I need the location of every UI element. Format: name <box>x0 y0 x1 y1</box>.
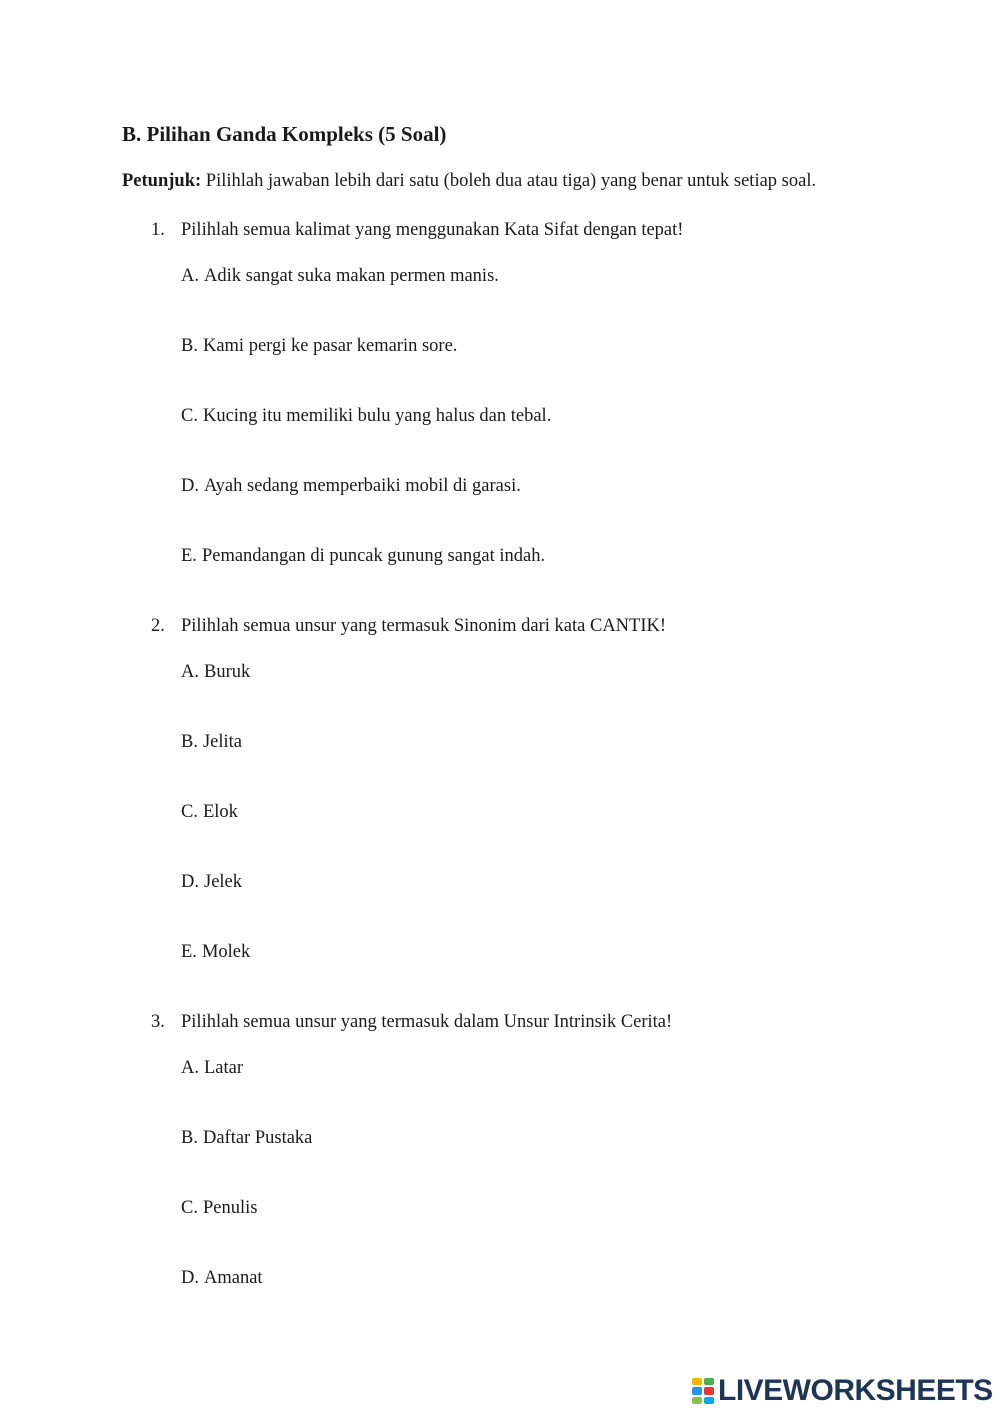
option-e[interactable] <box>181 544 545 568</box>
option-b[interactable] <box>181 1126 312 1150</box>
question-stem <box>151 1010 951 1034</box>
question-3 <box>151 1010 951 1288</box>
option-letter: A. <box>181 1058 199 1078</box>
option-c[interactable] <box>181 1196 257 1220</box>
logo-tile <box>704 1378 714 1385</box>
option-text: Penulis <box>202 1198 258 1218</box>
question-text: Pilihlah semua unsur yang termasuk dalam Unsur Intrinsik Cerita! <box>181 1012 673 1032</box>
question-number: 3. <box>151 1012 165 1032</box>
logo-tile <box>704 1397 714 1404</box>
option-letter: C. <box>181 406 198 426</box>
question-number: 2. <box>151 616 165 636</box>
question-stem <box>151 218 951 242</box>
option-text: Daftar Pustaka <box>202 1128 313 1148</box>
option-d[interactable] <box>181 1266 263 1290</box>
option-letter: C. <box>181 1198 198 1218</box>
option-a[interactable] <box>181 264 499 288</box>
option-e[interactable] <box>181 940 250 964</box>
option-text: Kami pergi ke pasar kemarin sore. <box>202 336 458 356</box>
option-text: Kucing itu memiliki bulu yang halus dan tebal. <box>202 406 552 426</box>
option-text: Molek <box>201 942 251 962</box>
option-letter: C. <box>181 802 198 822</box>
option-letter: A. <box>181 662 199 682</box>
option-letter: E. <box>181 546 197 566</box>
option-text: Ayah sedang memperbaiki mobil di garasi. <box>204 476 521 496</box>
option-text: Amanat <box>204 1268 263 1288</box>
logo-tile <box>692 1397 702 1404</box>
option-d[interactable] <box>181 474 521 498</box>
option-text: Latar <box>204 1058 244 1078</box>
instructions-text: Pilihlah jawaban lebih dari satu (boleh dua atau tiga) yang benar untuk setiap soal. <box>201 171 817 191</box>
logo-tile <box>692 1378 702 1385</box>
option-letter: A. <box>181 266 199 286</box>
option-text: Elok <box>202 802 238 822</box>
option-letter: B. <box>181 732 198 752</box>
question-text: Pilihlah semua kalimat yang menggunakan Kata Sifat dengan tepat! <box>181 220 684 240</box>
option-text: Pemandangan di puncak gunung sangat indah. <box>201 546 546 566</box>
option-letter: B. <box>181 1128 198 1148</box>
option-letter: B. <box>181 336 198 356</box>
logo-tile <box>704 1387 714 1394</box>
instructions <box>122 171 816 192</box>
question-number: 1. <box>151 220 165 240</box>
option-letter: D. <box>181 872 199 892</box>
option-a[interactable] <box>181 1056 243 1080</box>
section-title: B. Pilihan Ganda Kompleks (5 Soal) <box>122 122 447 146</box>
option-text: Jelita <box>202 732 243 752</box>
option-letter: D. <box>181 1268 199 1288</box>
question-1 <box>151 218 951 566</box>
question-2 <box>151 614 951 962</box>
option-text: Jelek <box>204 872 243 892</box>
option-c[interactable] <box>181 404 551 428</box>
option-d[interactable] <box>181 870 242 894</box>
option-letter: E. <box>181 942 197 962</box>
option-a[interactable] <box>181 660 250 684</box>
logo-tile <box>692 1387 702 1394</box>
brand-name: LIVEWORKSHEETS <box>718 1374 993 1407</box>
instructions-label: Petunjuk: <box>122 171 202 191</box>
option-text: Buruk <box>204 662 251 682</box>
option-letter: D. <box>181 476 199 496</box>
option-b[interactable] <box>181 334 457 358</box>
question-text: Pilihlah semua unsur yang termasuk Sinonim dari kata CANTIK! <box>181 616 667 636</box>
option-text: Adik sangat suka makan permen manis. <box>204 266 499 286</box>
liveworksheets-logo-icon <box>692 1378 714 1404</box>
liveworksheets-brand[interactable] <box>692 1374 993 1408</box>
question-stem <box>151 614 951 638</box>
option-b[interactable] <box>181 730 242 754</box>
option-c[interactable] <box>181 800 238 824</box>
